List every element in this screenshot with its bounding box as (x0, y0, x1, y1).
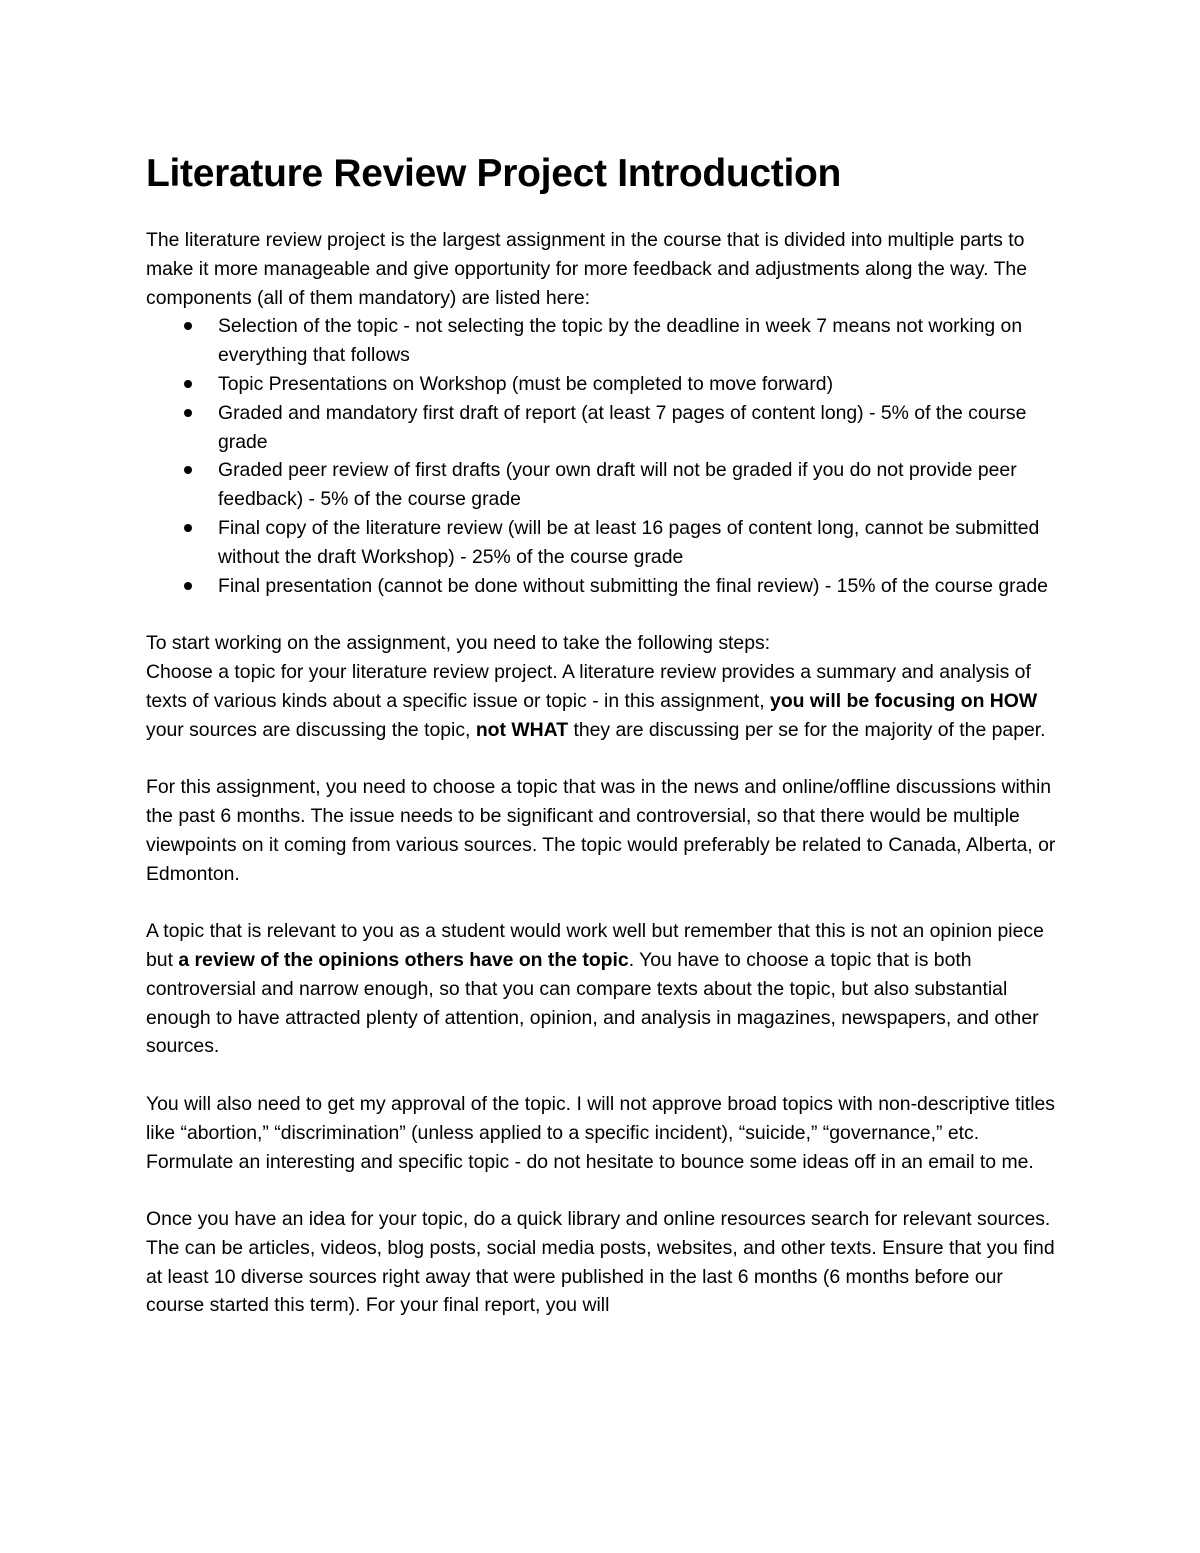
list-item (146, 514, 1061, 572)
spacer (146, 744, 1061, 773)
approval-paragraph: You will also need to get my approval of the topic. I will not approve broad topics with non-descriptive titles like “abortion,” “discrimination” (unless applied to a specific incident), “suicide,” “governance,” etc. Formulate an interesting and specific topic - do not hesitate to bounce some ideas off in an email to me. (146, 1092, 1055, 1173)
news-paragraph: For this assignment, you need to choose a topic that was in the news and online/offline discussions within the past 6 months. The issue needs to be significant and controversial, so that there would be multiple viewpoints on it coming from various sources. The topic would preferably be related to Canada, Alberta, or Edmonton. (146, 776, 1056, 885)
choose-text-3: they are discussing per se for the majority of the paper. (568, 718, 1046, 741)
list-item (146, 370, 1061, 399)
search-paragraph: Once you have an idea for your topic, do a quick library and online resources search for relevant sources. The can be articles, videos, blog posts, social media posts, websites, and other texts. Ensure that you find at least 10 diverse sources right away that were published in the last 6 months (6 months before our course started this term). For your final report, you will (146, 1208, 1055, 1317)
choose-bold-2: not WHAT (475, 718, 569, 741)
list-item (146, 399, 1061, 457)
bullet-icon (184, 582, 192, 590)
document-page (146, 148, 1061, 1320)
relevant-paragraph (146, 917, 1061, 1061)
list-item (146, 312, 1061, 370)
relevant-text-2: . You have to choose a topic that is both controversial and narrow enough, so that you can compare texts about the topic, but also substantial enough to have attracted plenty of attention, opinion, and analysis in magazines, newspapers, and other sources. (146, 948, 1039, 1058)
spacer (146, 1176, 1061, 1205)
spacer (146, 888, 1061, 917)
relevant-text-1: A topic that is relevant to you as a student would work well but remember that this is not an opinion piece but (146, 920, 1044, 971)
list-item-text: Final copy of the literature review (will be at least 16 pages of content long, cannot be submitted without the draft Workshop) - 25% of the course grade (218, 516, 1040, 568)
choose-text-1: Choose a topic for your literature review project. A literature review provides a summary and analysis of texts of various kinds about a specific issue or topic - in this assignment, (146, 660, 1031, 712)
list-item (146, 456, 1061, 514)
bullet-icon (184, 380, 192, 388)
list-item-text: Graded peer review of first drafts (your own draft will not be graded if you do not provide peer feedback) - 5% of the course grade (218, 459, 1017, 511)
choose-bold-1: you will be focusing on HOW (770, 689, 1038, 712)
components-list (146, 312, 1061, 600)
bullet-icon (184, 466, 192, 474)
spacer (146, 600, 1061, 629)
list-item (146, 572, 1061, 601)
intro-paragraph: The literature review project is the largest assignment in the course that is divided into multiple parts to make it more manageable and give opportunity for more feedback and adjustments along the way. The components (all of them mandatory) are listed here: (146, 229, 1027, 309)
bullet-icon (184, 524, 192, 532)
document-title: Literature Review Project Introduction (146, 152, 842, 195)
bullet-icon (184, 322, 192, 330)
list-item-text: Selection of the topic - not selecting the topic by the deadline in week 7 means not working on everything that follows (218, 315, 1023, 367)
list-item-text: Graded and mandatory first draft of report (at least 7 pages of content long) - 5% of the course grade (218, 401, 1027, 453)
list-item-text: Final presentation (cannot be done without submitting the final review) - 15% of the course grade (218, 574, 1048, 597)
list-item-text: Topic Presentations on Workshop (must be completed to move forward) (218, 372, 834, 395)
steps-intro: To start working on the assignment, you need to take the following steps: (146, 632, 771, 655)
choose-text-2: your sources are discussing the topic, (146, 718, 476, 741)
relevant-bold: a review of the opinions others have on the topic (178, 948, 629, 971)
spacer (146, 1061, 1061, 1090)
bullet-icon (184, 409, 192, 417)
choose-topic-paragraph (146, 658, 1061, 744)
